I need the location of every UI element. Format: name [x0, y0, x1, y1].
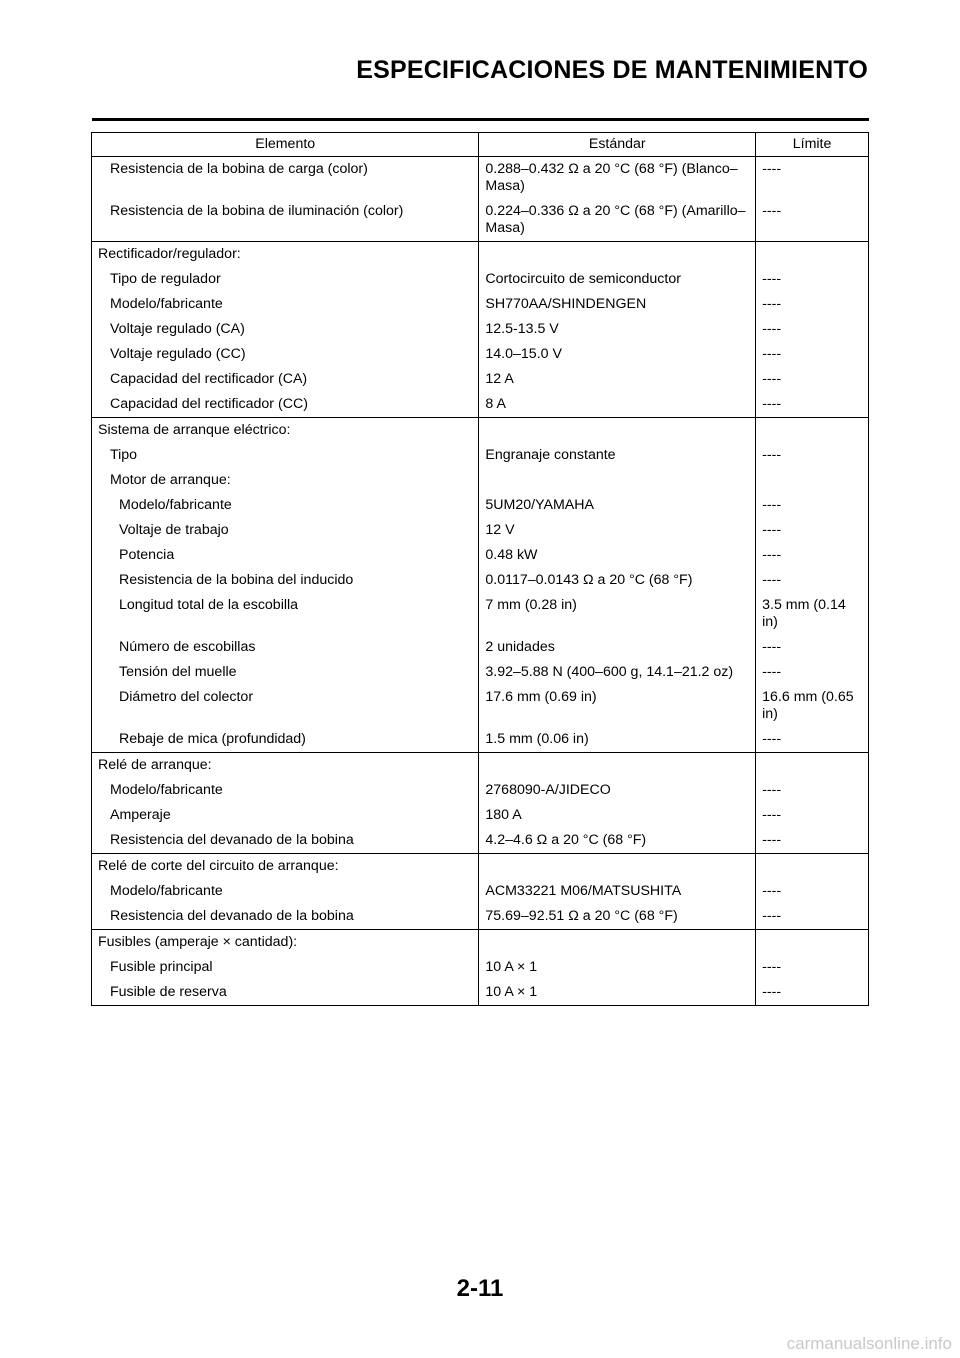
- cell-limite: ----: [756, 879, 869, 904]
- cell-estandar: [479, 418, 756, 444]
- cell-limite: [756, 242, 869, 268]
- cell-estandar: 14.0–15.0 V: [479, 342, 756, 367]
- cell-estandar: 0.224–0.336 Ω a 20 °C (68 °F) (Amarillo–Masa): [479, 199, 756, 242]
- cell-elemento: Tensión del muelle: [92, 660, 479, 685]
- cell-estandar: 75.69–92.51 Ω a 20 °C (68 °F): [479, 904, 756, 930]
- table-row: [92, 342, 869, 367]
- cell-limite: ----: [756, 157, 869, 200]
- table-row: [92, 418, 869, 444]
- cell-limite: [756, 854, 869, 880]
- cell-estandar: 180 A: [479, 803, 756, 828]
- cell-limite: ----: [756, 518, 869, 543]
- cell-elemento: Modelo/fabricante: [92, 778, 479, 803]
- cell-estandar: [479, 930, 756, 956]
- table-row: [92, 493, 869, 518]
- cell-limite: ----: [756, 317, 869, 342]
- cell-elemento: Diámetro del colector: [92, 685, 479, 727]
- table-row: [92, 854, 869, 880]
- cell-estandar: 12.5-13.5 V: [479, 317, 756, 342]
- cell-elemento: Sistema de arranque eléctrico:: [92, 418, 479, 444]
- cell-elemento: Modelo/fabricante: [92, 493, 479, 518]
- cell-estandar: 7 mm (0.28 in): [479, 593, 756, 635]
- cell-elemento: Capacidad del rectificador (CC): [92, 392, 479, 418]
- page-title: ESPECIFICACIONES DE MANTENIMIENTO: [356, 56, 868, 84]
- table-row: [92, 879, 869, 904]
- cell-estandar: 1.5 mm (0.06 in): [479, 727, 756, 753]
- cell-elemento: Fusibles (amperaje × cantidad):: [92, 930, 479, 956]
- cell-limite: ----: [756, 367, 869, 392]
- cell-elemento: Resistencia del devanado de la bobina: [92, 828, 479, 854]
- table-row: [92, 980, 869, 1006]
- table-row: [92, 443, 869, 468]
- cell-estandar: 10 A × 1: [479, 955, 756, 980]
- cell-estandar: 4.2–4.6 Ω a 20 °C (68 °F): [479, 828, 756, 854]
- cell-elemento: Longitud total de la escobilla: [92, 593, 479, 635]
- cell-estandar: 0.288–0.432 Ω a 20 °C (68 °F) (Blanco–Masa): [479, 157, 756, 200]
- cell-elemento: Voltaje regulado (CA): [92, 317, 479, 342]
- specifications-table: [91, 132, 869, 1006]
- cell-estandar: [479, 242, 756, 268]
- cell-limite: [756, 930, 869, 956]
- table-row: [92, 955, 869, 980]
- cell-limite: ----: [756, 342, 869, 367]
- cell-estandar: 3.92–5.88 N (400–600 g, 14.1–21.2 oz): [479, 660, 756, 685]
- cell-limite: [756, 468, 869, 493]
- cell-estandar: [479, 753, 756, 779]
- table-row: [92, 685, 869, 727]
- cell-elemento: Resistencia de la bobina de carga (color): [92, 157, 479, 200]
- cell-limite: ----: [756, 727, 869, 753]
- cell-elemento: Tipo: [92, 443, 479, 468]
- table-row: [92, 828, 869, 854]
- cell-limite: ----: [756, 392, 869, 418]
- cell-estandar: 2768090-A/JIDECO: [479, 778, 756, 803]
- cell-estandar: 12 V: [479, 518, 756, 543]
- cell-limite: ----: [756, 955, 869, 980]
- cell-elemento: Fusible principal: [92, 955, 479, 980]
- cell-limite: ----: [756, 904, 869, 930]
- cell-elemento: Relé de arranque:: [92, 753, 479, 779]
- cell-elemento: Modelo/fabricante: [92, 292, 479, 317]
- cell-limite: ----: [756, 493, 869, 518]
- table-row: [92, 727, 869, 753]
- cell-limite: ----: [756, 568, 869, 593]
- table-row: [92, 242, 869, 268]
- header-elemento: Elemento: [92, 133, 479, 157]
- cell-estandar: ACM33221 M06/MATSUSHITA: [479, 879, 756, 904]
- cell-limite: ----: [756, 267, 869, 292]
- cell-estandar: Cortocircuito de semiconductor: [479, 267, 756, 292]
- cell-limite: ----: [756, 980, 869, 1006]
- cell-elemento: Fusible de reserva: [92, 980, 479, 1006]
- table-row: [92, 803, 869, 828]
- page-number: 2-11: [456, 1275, 504, 1302]
- table-row: [92, 568, 869, 593]
- cell-elemento: Resistencia de la bobina de iluminación (color): [92, 199, 479, 242]
- cell-elemento: Capacidad del rectificador (CA): [92, 367, 479, 392]
- table-row: [92, 468, 869, 493]
- cell-estandar: 0.48 kW: [479, 543, 756, 568]
- cell-limite: ----: [756, 635, 869, 660]
- cell-estandar: Engranaje constante: [479, 443, 756, 468]
- cell-elemento: Voltaje de trabajo: [92, 518, 479, 543]
- cell-elemento: Modelo/fabricante: [92, 879, 479, 904]
- cell-elemento: Rebaje de mica (profundidad): [92, 727, 479, 753]
- cell-estandar: [479, 468, 756, 493]
- table-row: [92, 267, 869, 292]
- table-row: [92, 635, 869, 660]
- cell-limite: 3.5 mm (0.14 in): [756, 593, 869, 635]
- table-row: [92, 543, 869, 568]
- cell-estandar: [479, 854, 756, 880]
- header-estandar: Estándar: [479, 133, 756, 157]
- cell-elemento: Amperaje: [92, 803, 479, 828]
- cell-limite: ----: [756, 443, 869, 468]
- cell-elemento: Rectificador/regulador:: [92, 242, 479, 268]
- cell-limite: ----: [756, 828, 869, 854]
- cell-estandar: SH770AA/SHINDENGEN: [479, 292, 756, 317]
- table-row: [92, 660, 869, 685]
- cell-elemento: Resistencia del devanado de la bobina: [92, 904, 479, 930]
- title-rule: [92, 118, 869, 121]
- table-header-row: [92, 133, 869, 157]
- header-limite: Límite: [756, 133, 869, 157]
- cell-estandar: 17.6 mm (0.69 in): [479, 685, 756, 727]
- table-row: [92, 753, 869, 779]
- cell-elemento: Tipo de regulador: [92, 267, 479, 292]
- cell-estandar: 5UM20/YAMAHA: [479, 493, 756, 518]
- cell-limite: 16.6 mm (0.65 in): [756, 685, 869, 727]
- cell-estandar: 0.0117–0.0143 Ω a 20 °C (68 °F): [479, 568, 756, 593]
- cell-limite: [756, 753, 869, 779]
- cell-elemento: Voltaje regulado (CC): [92, 342, 479, 367]
- table-body: [92, 157, 869, 1006]
- cell-limite: ----: [756, 660, 869, 685]
- table-row: [92, 904, 869, 930]
- table-row: [92, 518, 869, 543]
- table-row: [92, 367, 869, 392]
- cell-limite: ----: [756, 199, 869, 242]
- table-row: [92, 317, 869, 342]
- cell-estandar: 12 A: [479, 367, 756, 392]
- table-row: [92, 292, 869, 317]
- watermark: carmanualsonline.info: [786, 1334, 952, 1353]
- table-row: [92, 199, 869, 242]
- cell-elemento: Potencia: [92, 543, 479, 568]
- cell-limite: [756, 418, 869, 444]
- table-row: [92, 157, 869, 200]
- cell-elemento: Motor de arranque:: [92, 468, 479, 493]
- cell-limite: ----: [756, 778, 869, 803]
- cell-limite: ----: [756, 292, 869, 317]
- cell-estandar: 10 A × 1: [479, 980, 756, 1006]
- cell-elemento: Relé de corte del circuito de arranque:: [92, 854, 479, 880]
- table-row: [92, 930, 869, 956]
- table-row: [92, 593, 869, 635]
- table-row: [92, 392, 869, 418]
- cell-elemento: Número de escobillas: [92, 635, 479, 660]
- cell-elemento: Resistencia de la bobina del inducido: [92, 568, 479, 593]
- cell-estandar: 8 A: [479, 392, 756, 418]
- table-row: [92, 778, 869, 803]
- cell-limite: ----: [756, 543, 869, 568]
- cell-estandar: 2 unidades: [479, 635, 756, 660]
- cell-limite: ----: [756, 803, 869, 828]
